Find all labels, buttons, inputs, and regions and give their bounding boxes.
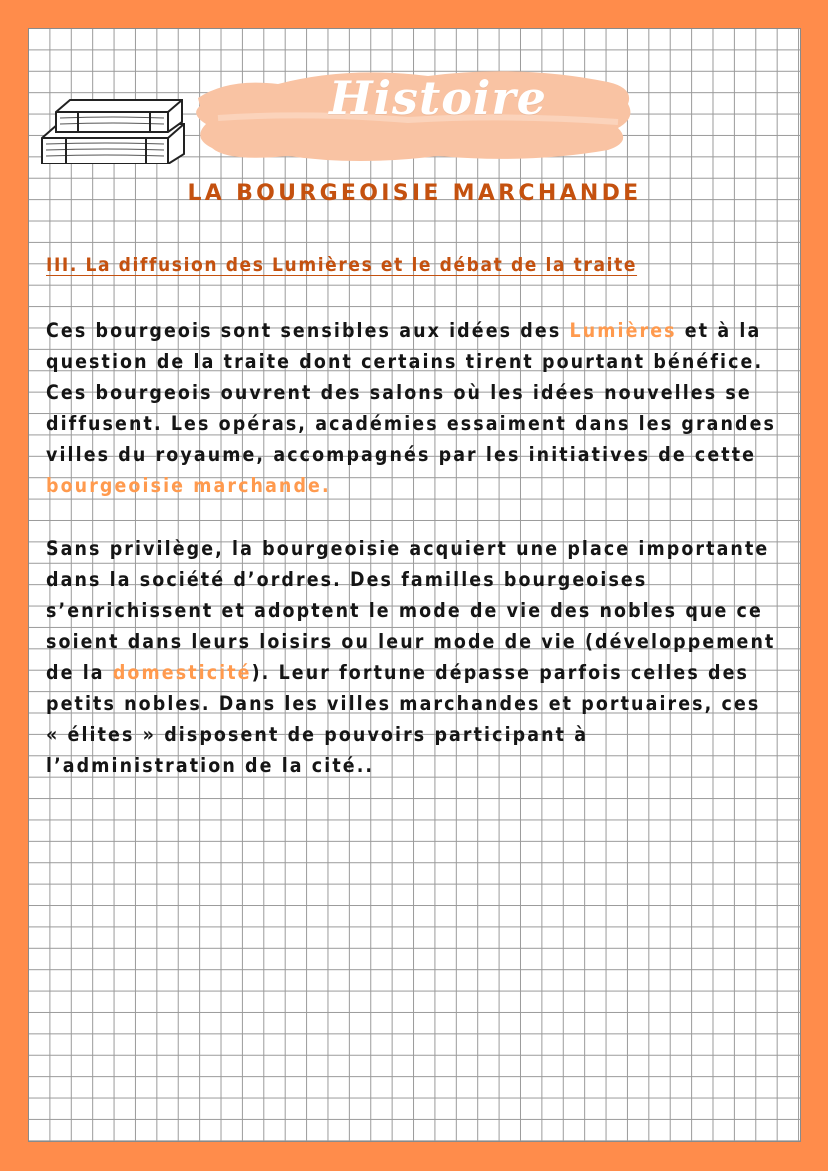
paragraph-text: Ces bourgeois sont sensibles aux idées des bbox=[46, 319, 570, 342]
subject-title: Histoire bbox=[329, 71, 547, 125]
highlight-lumieres: Lumières bbox=[569, 319, 677, 342]
books-icon bbox=[36, 94, 188, 164]
section-heading-text: III. La diffusion des Lumières et le débat de la traite bbox=[46, 254, 638, 276]
grid-paper-page bbox=[28, 28, 801, 1142]
paragraph-text: et à la question de la traite dont certains tirent pourtant bénéfice. Ces bourgeois ouvrent des salons où les idées nouvelles se diffusent. Les opéras, académies essaiment dans les grandes villes du royaume, accompagnés par les initiatives de cette bbox=[46, 319, 777, 466]
paragraph-privilege bbox=[46, 533, 791, 781]
paragraph-text: Sans privilège, la bourgeoisie acquiert une place importante dans la société d’ordres. Des familles bourgeoises s’enrichissent et adoptent le mode de vie des nobles que ce soient dans leurs loisirs ou leur mode de vie (développement de la bbox=[46, 537, 776, 684]
paragraph-text: ). Leur fortune dépasse parfois celles des petits nobles. Dans les villes marchandes et portuaires, ces « élites » disposent de pouvoirs participant à l’administration de la cité.. bbox=[46, 661, 761, 777]
page-title: LA BOURGEOISIE MARCHANDE bbox=[187, 181, 642, 206]
paragraph-lumieres bbox=[46, 315, 791, 501]
highlight-bourgeoisie-marchande: bourgeoisie marchande. bbox=[46, 474, 331, 497]
section-heading bbox=[46, 254, 766, 276]
highlight-domesticite: domesticité bbox=[112, 661, 252, 684]
